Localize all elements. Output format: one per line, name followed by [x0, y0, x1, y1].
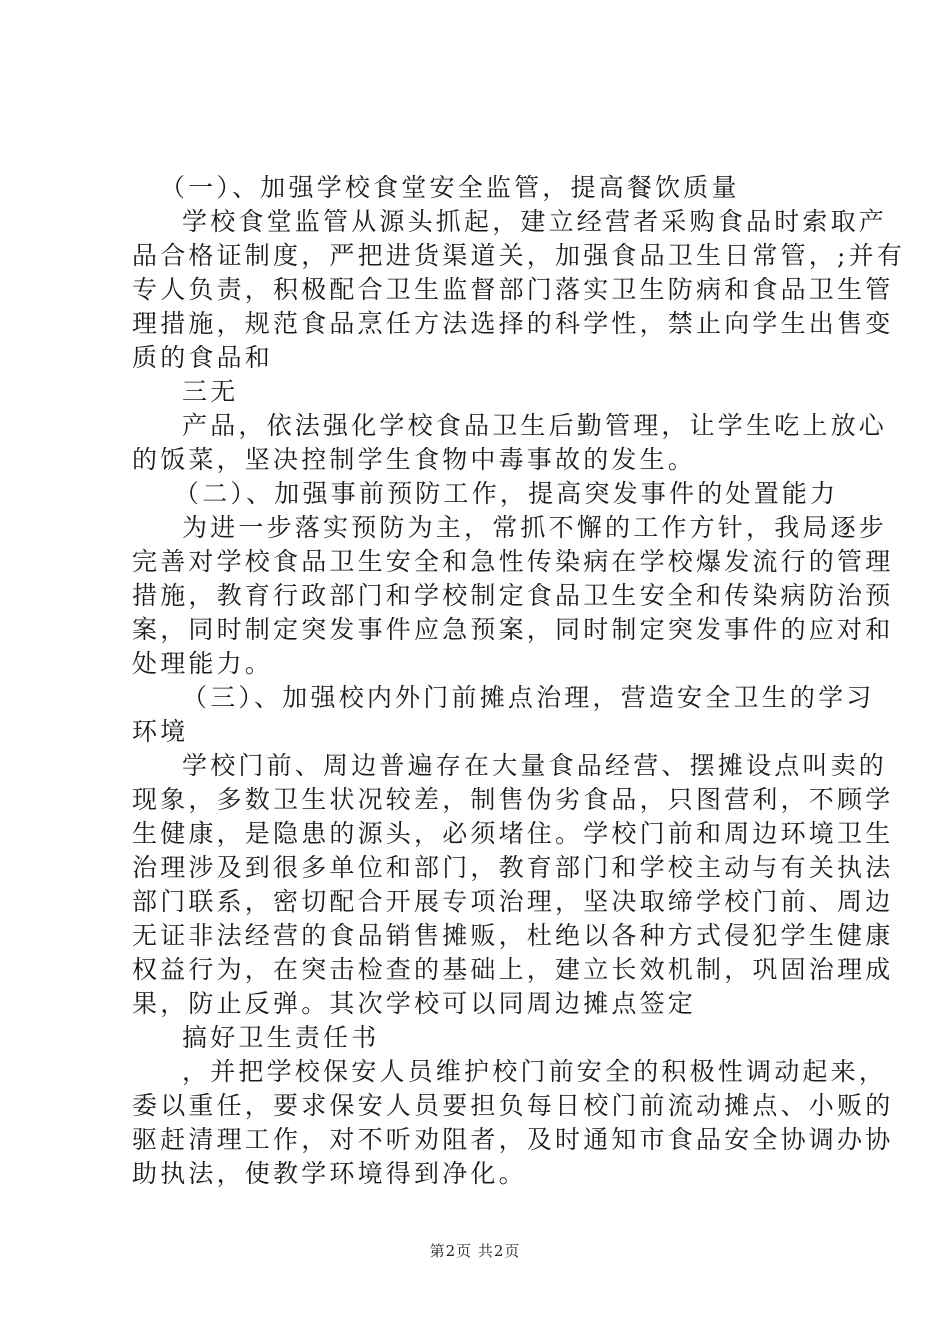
- paragraph-line: 搞好卫生责任书: [182, 1023, 380, 1052]
- heading-section-1: （一）、加强学校食堂安全监管，提高餐饮质量: [160, 173, 740, 202]
- paragraph-line: 案，同时制定突发事件应急预案，同时制定突发事件的应对和: [132, 615, 894, 644]
- paragraph-line: 为进一步落实预防为主，常抓不懈的工作方针，我局逐步: [182, 513, 888, 542]
- paragraph-line: 学校食堂监管从源头抓起，建立经营者采购食品时索取产: [182, 207, 888, 236]
- paragraph-line: 产品，依法强化学校食品卫生后勤管理，让学生吃上放心: [182, 411, 888, 440]
- paragraph-line: 质的食品和: [132, 343, 274, 372]
- paragraph-line: 部门联系，密切配合开展专项治理，坚决取缔学校门前、周边: [132, 887, 894, 916]
- paragraph-line: 果，防止反弹。其次学校可以同周边摊点签定: [132, 989, 697, 1018]
- paragraph-line: 三无: [182, 377, 239, 406]
- paragraph-line: 治理涉及到很多单位和部门，教育部门和学校主动与有关执法: [132, 853, 894, 882]
- paragraph-line: 完善对学校食品卫生安全和急性传染病在学校爆发流行的管理: [132, 547, 894, 576]
- paragraph-line: 助执法，使教学环境得到净化。: [132, 1159, 527, 1188]
- paragraph-line: 专人负责，积极配合卫生监督部门落实卫生防病和食品卫生管: [132, 275, 894, 304]
- paragraph-line: 处理能力。: [132, 649, 274, 678]
- paragraph-line: 学校门前、周边普遍存在大量食品经营、摆摊设点叫卖的: [182, 751, 888, 780]
- paragraph-line: 委以重任，要求保安人员要担负每日校门前流动摊点、小贩的: [132, 1091, 894, 1120]
- paragraph-line: 现象，多数卫生状况较差，制售伪劣食品，只图营利，不顾学: [132, 785, 894, 814]
- paragraph-line: 的饭菜，坚决控制学生食物中毒事故的发生。: [132, 445, 697, 474]
- page-number-footer: 第2页 共2页: [429, 1242, 521, 1260]
- paragraph-line: 措施，教育行政部门和学校制定食品卫生安全和传染病防治预: [132, 581, 894, 610]
- paragraph-line: ，并把学校保安人员维护校门前安全的积极性调动起来，: [182, 1057, 888, 1086]
- heading-section-3: （三）、加强校内外门前摊点治理，营造安全卫生的学习: [182, 683, 875, 712]
- paragraph-line: 无证非法经营的食品销售摊贩，杜绝以各种方式侵犯学生健康: [132, 921, 894, 950]
- paragraph-line: 品合格证制度，严把进货渠道关，加强食品卫生日常管，;并有: [132, 241, 906, 270]
- paragraph-line: 驱赶清理工作，对不听劝阻者，及时通知市食品安全协调办协: [132, 1125, 894, 1154]
- heading-section-2: （二）、加强事前预防工作，提高突发事件的处置能力: [174, 479, 839, 508]
- heading-section-3-cont: 环境: [132, 717, 189, 746]
- paragraph-line: 生健康，是隐患的源头，必须堵住。学校门前和周边环境卫生: [132, 819, 894, 848]
- paragraph-line: 权益行为，在突击检查的基础上，建立长效机制，巩固治理成: [132, 955, 894, 984]
- paragraph-line: 理措施，规范食品烹任方法选择的科学性，禁止向学生出售变: [132, 309, 894, 338]
